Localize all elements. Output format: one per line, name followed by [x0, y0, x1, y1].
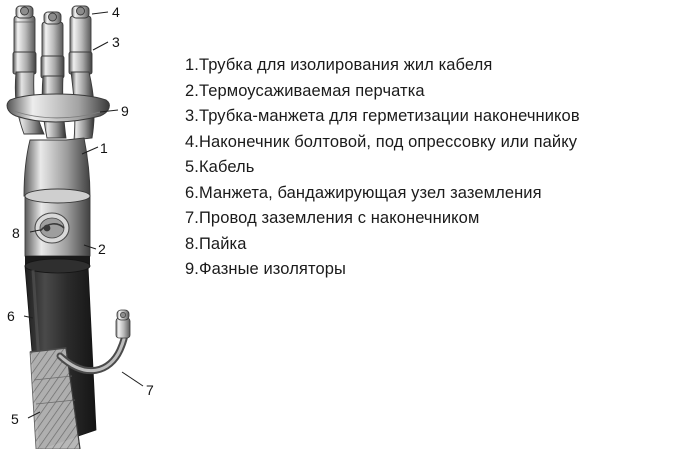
legend-item-7: 7.Провод заземления с наконечником [185, 209, 480, 227]
callout-2: 2 [98, 241, 106, 257]
callout-5: 5 [11, 411, 19, 427]
cable-termination-illustration [0, 0, 185, 449]
callout-8: 8 [12, 225, 20, 241]
legend-item-3: 3.Трубка-манжета для герметизации наконечников [185, 107, 580, 125]
legend-item-5: 5.Кабель [185, 158, 255, 176]
callout-3: 3 [112, 34, 120, 50]
legend-item-6: 6.Манжета, бандажирующая узел заземления [185, 183, 542, 202]
phase-insulators [7, 94, 109, 122]
callout-9: 9 [121, 103, 129, 119]
legend-item-4: 4.Наконечник болтовой, под опрессовку или пайку [185, 132, 578, 151]
legend-item-1: 1.Трубка для изолирования жил кабеля [185, 56, 493, 74]
legend-list [185, 53, 655, 283]
heat-shrink-glove [23, 134, 90, 256]
callout-4: 4 [112, 4, 120, 20]
legend-item-2: 2.Термоусаживаемая перчатка [185, 81, 425, 100]
legend-item-8: 8.Пайка [185, 234, 247, 253]
callout-6: 6 [7, 308, 15, 324]
callout-1: 1 [100, 140, 108, 156]
legend-item-9: 9.Фазные изоляторы [185, 260, 346, 278]
callout-7: 7 [146, 382, 154, 398]
